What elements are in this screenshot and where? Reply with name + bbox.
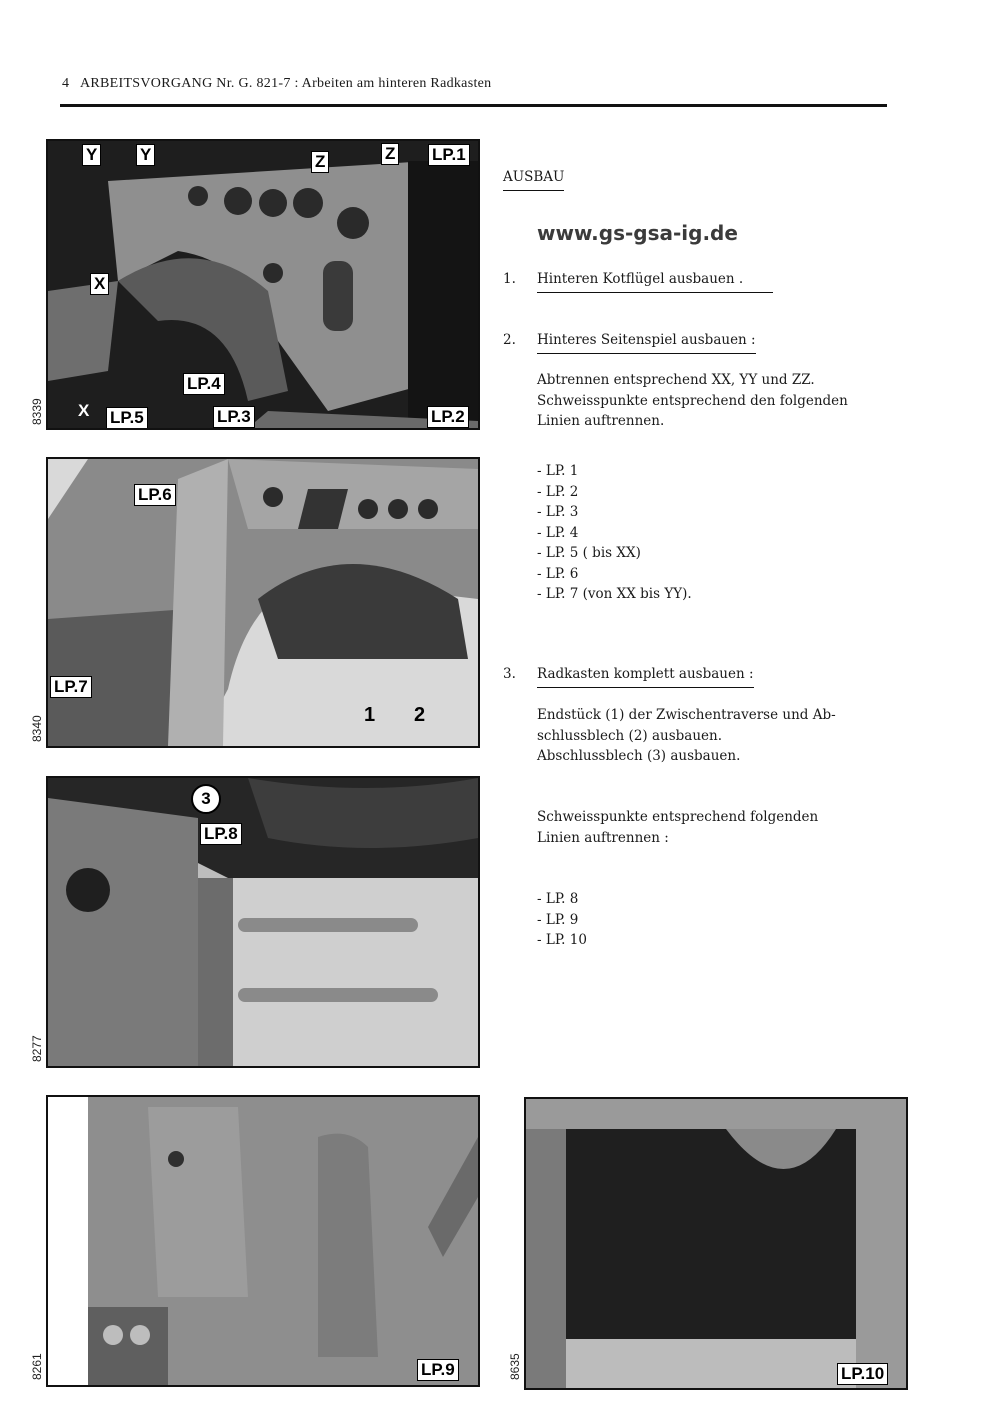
list-item: - LP. 7 (von XX bis YY).: [537, 586, 692, 602]
label-y-1: Y: [82, 144, 101, 166]
step-1-title: [537, 269, 773, 293]
step-2-title: [537, 330, 756, 354]
label-1: 1: [364, 704, 376, 726]
list-item: - LP. 4: [537, 524, 579, 541]
photo-8277-image: [48, 778, 478, 1066]
photo-8635: [524, 1097, 908, 1390]
label-lp-7: LP.7: [50, 676, 92, 698]
step-3-paragraph-2: [537, 807, 818, 848]
step-3-title: [537, 664, 754, 688]
step-3-line-2: schlussblech (2) ausbauen.: [537, 727, 722, 744]
photo-8261-image: [48, 1097, 478, 1385]
label-lp-9: LP.9: [417, 1359, 459, 1381]
page-header: [62, 76, 491, 92]
page-number: 4: [62, 76, 70, 91]
list-item: - LP. 2: [537, 483, 579, 500]
label-y-2: Y: [136, 144, 155, 166]
step-3-p2-line-1: Schweisspunkte entsprechend folgenden: [537, 809, 819, 825]
photo-number-8339: 8339: [30, 398, 44, 425]
step-3-title-text: Radkasten komplett ausbauen :: [537, 664, 754, 688]
section-title: [503, 167, 564, 191]
label-lp-2: LP.2: [427, 406, 469, 428]
step-3-line-3: Abschlussblech (3) ausbauen.: [537, 748, 741, 764]
label-lp-6: LP.6: [134, 484, 176, 506]
list-item: - LP. 1: [537, 463, 579, 479]
step-1-title-text: Hinteren Kotflügel ausbauen .: [537, 269, 773, 293]
section-title-text: AUSBAU: [503, 167, 564, 191]
step-2-paragraph: [537, 370, 848, 432]
photo-8261: [46, 1095, 480, 1387]
photo-number-8635: 8635: [508, 1353, 522, 1380]
photo-number-8277: 8277: [30, 1035, 44, 1062]
label-2: 2: [414, 704, 426, 726]
step-2-line-2: Schweisspunkte entsprechend den folgenden: [537, 392, 848, 409]
label-z-2: Z: [381, 143, 399, 165]
label-lp-8: LP.8: [200, 823, 242, 845]
label-x-1: X: [90, 273, 109, 295]
step-2-number: 2.: [503, 332, 516, 348]
step-3-paragraph: [537, 705, 836, 767]
photo-number-8340: 8340: [30, 715, 44, 742]
step-2-line-3: Linien auftrennen.: [537, 413, 665, 429]
website-watermark: www.gs-gsa-ig.de: [537, 221, 738, 245]
photo-8339-image: [48, 141, 478, 428]
list-item: - LP. 3: [537, 504, 579, 520]
photo-8340-image: [48, 459, 478, 746]
photo-8277: [46, 776, 480, 1068]
list-item: - LP. 8: [537, 891, 579, 907]
step-3-p2-line-2: Linien auftrennen :: [537, 829, 669, 846]
step-3-lp-list: [537, 889, 587, 951]
photo-8635-image: [526, 1099, 906, 1388]
page-title: ARBEITSVORGANG Nr. G. 821-7 : Arbeiten am hinteren Radkasten: [79, 76, 492, 91]
list-item: - LP. 10: [537, 932, 587, 948]
label-lp-3: LP.3: [213, 406, 255, 428]
step-1-number: 1.: [503, 271, 516, 287]
photo-8339: [46, 139, 480, 430]
label-x-2: X: [78, 401, 90, 420]
list-item: - LP. 6: [537, 565, 579, 582]
step-2-lp-list: [537, 461, 692, 605]
label-3: 3: [191, 784, 221, 814]
label-z-1: Z: [311, 151, 329, 173]
step-2-title-text: Hinteres Seitenspiel ausbauen :: [537, 330, 756, 354]
step-2-line-1: Abtrennen entsprechend XX, YY und ZZ.: [537, 372, 815, 388]
list-item: - LP. 9: [537, 911, 579, 928]
label-lp-4: LP.4: [183, 373, 225, 395]
step-3-line-1: Endstück (1) der Zwischentraverse und Ab-: [537, 707, 836, 723]
photo-8340: [46, 457, 480, 748]
photo-number-8261: 8261: [30, 1353, 44, 1380]
step-3-number: 3.: [503, 666, 516, 682]
list-item: - LP. 5 ( bis XX): [537, 545, 641, 561]
label-lp-1: LP.1: [428, 144, 470, 166]
header-rule: [60, 104, 887, 107]
label-lp-10: LP.10: [837, 1363, 888, 1385]
label-lp-5: LP.5: [106, 407, 148, 429]
